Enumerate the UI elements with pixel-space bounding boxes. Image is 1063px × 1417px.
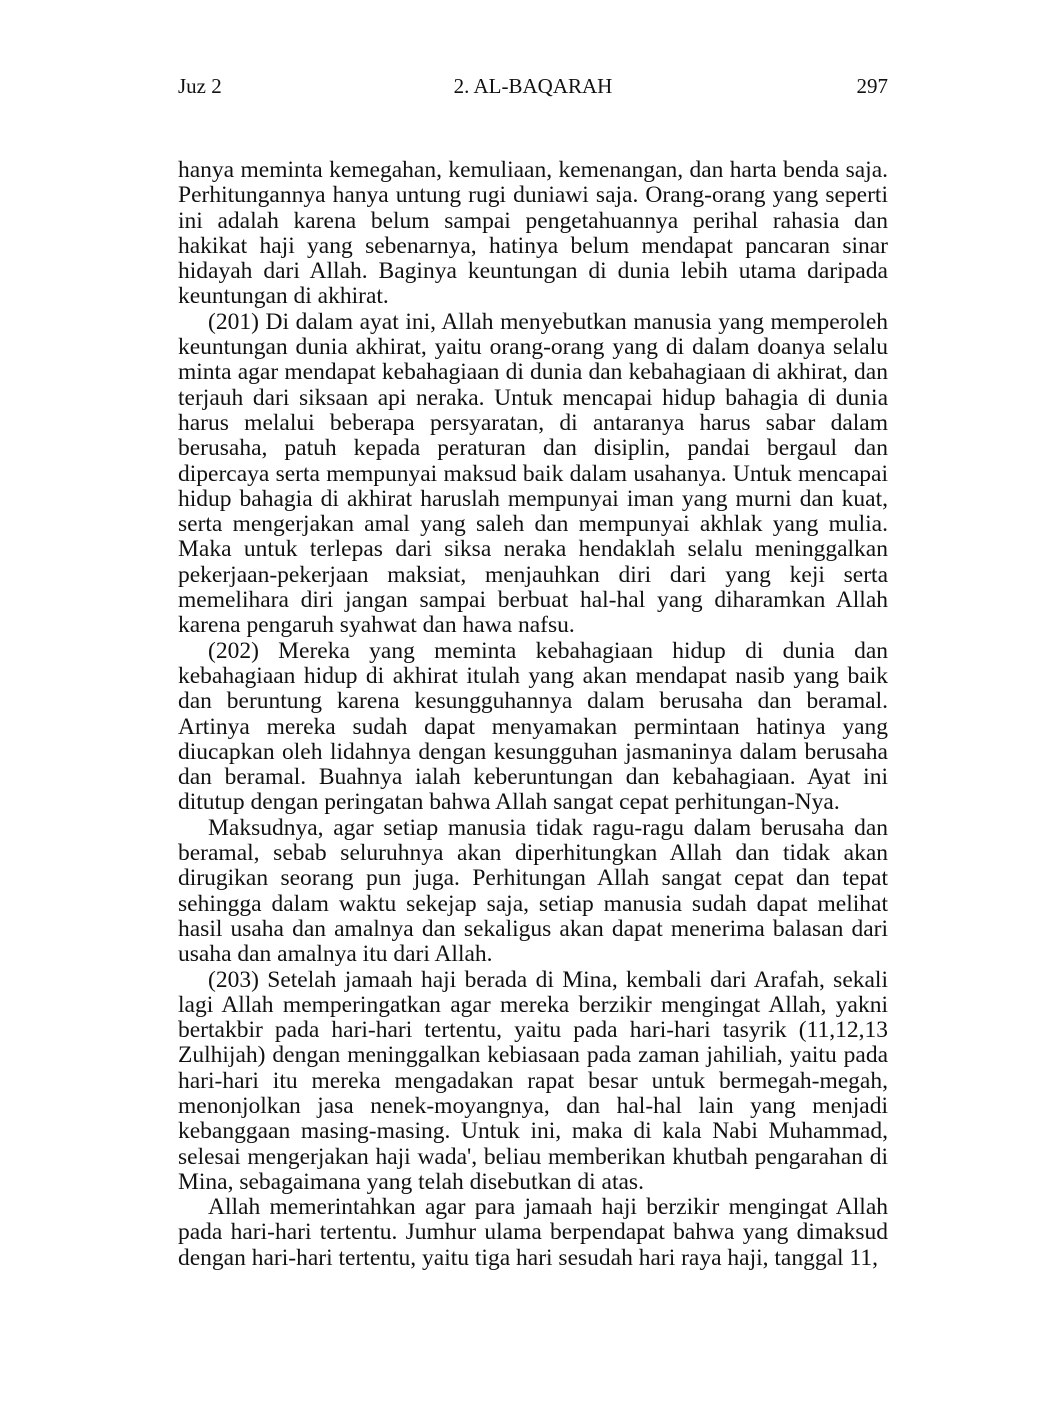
surah-title: 2. AL-BAQARAH <box>453 74 613 98</box>
paragraph-verse-202: (202) Mereka yang meminta kebahagiaan hidup di dunia dan kebahagiaan hidup di akhirat itulah yang akan mendapat nasib yang baik dan beruntung karena kesungguhannya dalam berusaha dan beramal. Artinya mereka sudah dapat menyamakan permintaan hatinya yang diucapkan oleh lidahnya dengan kesungguhan jasmaninya dalam berusaha dan beramal. Buahnya ialah keberuntungan dan kebahagiaan. Ayat ini ditutup dengan peringatan bahwa Allah sangat cepat perhitungan-Nya. <box>178 637 888 816</box>
paragraph-verse-201: (201) Di dalam ayat ini, Allah menyebutkan manusia yang memperoleh keuntungan dunia akhirat, yaitu orang-orang yang di dalam doanya selalu minta agar mendapat kebahagiaan di dunia dan kebahagiaan di akhirat, dan terjauh dari siksaan api neraka. Untuk mencapai hidup bahagia di dunia harus melalui beberapa persyaratan, di antaranya harus sabar dalam berusaha, patuh kepada peraturan dan disiplin, pandai bergaul dan dipercaya serta mempunyai maksud baik dalam usahanya. Untuk mencapai hidup bahagia di akhirat haruslah mempunyai iman yang murni dan kuat, serta mengerjakan amal yang saleh dan mempunyai akhlak yang mulia. Maka untuk terlepas dari siksa neraka hendaklah selalu meninggalkan pekerjaan-pekerjaan maksiat, menjauhkan diri dari yang keji serta memelihara diri jangan sampai berbuat hal-hal yang diharamkan Allah karena pengaruh syahwat dan hawa nafsu. <box>178 308 888 639</box>
paragraph-explanation: Maksudnya, agar setiap manusia tidak ragu-ragu dalam berusaha dan beramal, sebab seluruhnya akan diperhitungkan Allah dan tidak akan dirugikan seorang pun juga. Perhitungan Allah sangat cepat dan tepat sehingga dalam waktu sekejap saja, setiap manusia sudah dapat melihat hasil usaha dan amalnya dan sekaligus akan dapat menerima balasan dari usaha dan amalnya itu dari Allah. <box>178 814 888 968</box>
paragraph-verse-203: (203) Setelah jamaah haji berada di Mina, kembali dari Arafah, sekali lagi Allah memperingatkan agar mereka berzikir mengingat Allah, yakni bertakbir pada hari-hari tertentu, yaitu pada hari-hari tasyrik (11,12,13 Zulhijah) dengan meninggalkan kebiasaan pada zaman jahiliah, yaitu pada hari-hari itu mereka mengadakan rapat besar untuk bermegah-megah, menonjolkan jasa nenek-moyangnya, dan hal-hal lain yang menjadi kebanggaan masing-masing. Untuk ini, maka di kala Nabi Muhammad, selesai mengerjakan haji wada', beliau memberikan khutbah pengarahan di Mina, sebagaimana yang telah disebutkan di atas. <box>178 966 888 1195</box>
juz-label: Juz 2 <box>178 74 222 98</box>
running-header <box>178 72 888 100</box>
paragraph-continuation: hanya meminta kemegahan, kemuliaan, kemenangan, dan harta benda saja. Perhitungannya hanya untung rugi duniawi saja. Orang-orang yang seperti ini adalah karena belum sampai pengetahuannya perihal rahasia dan hakikat haji yang sebenarnya, hatinya belum mendapat pancaran sinar hidayah dari Allah. Baginya keuntungan di dunia lebih utama daripada keuntungan di akhirat. <box>178 157 888 310</box>
body-text <box>178 158 888 1271</box>
page-number: 297 <box>856 74 888 98</box>
paragraph-zikir: Allah memerintahkan agar para jamaah haji berzikir mengingat Allah pada hari-hari tertentu. Jumhur ulama berpendapat bahwa yang dimaksud dengan hari-hari tertentu, yaitu tiga hari sesudah hari raya haji, tanggal 11, <box>178 1194 888 1271</box>
